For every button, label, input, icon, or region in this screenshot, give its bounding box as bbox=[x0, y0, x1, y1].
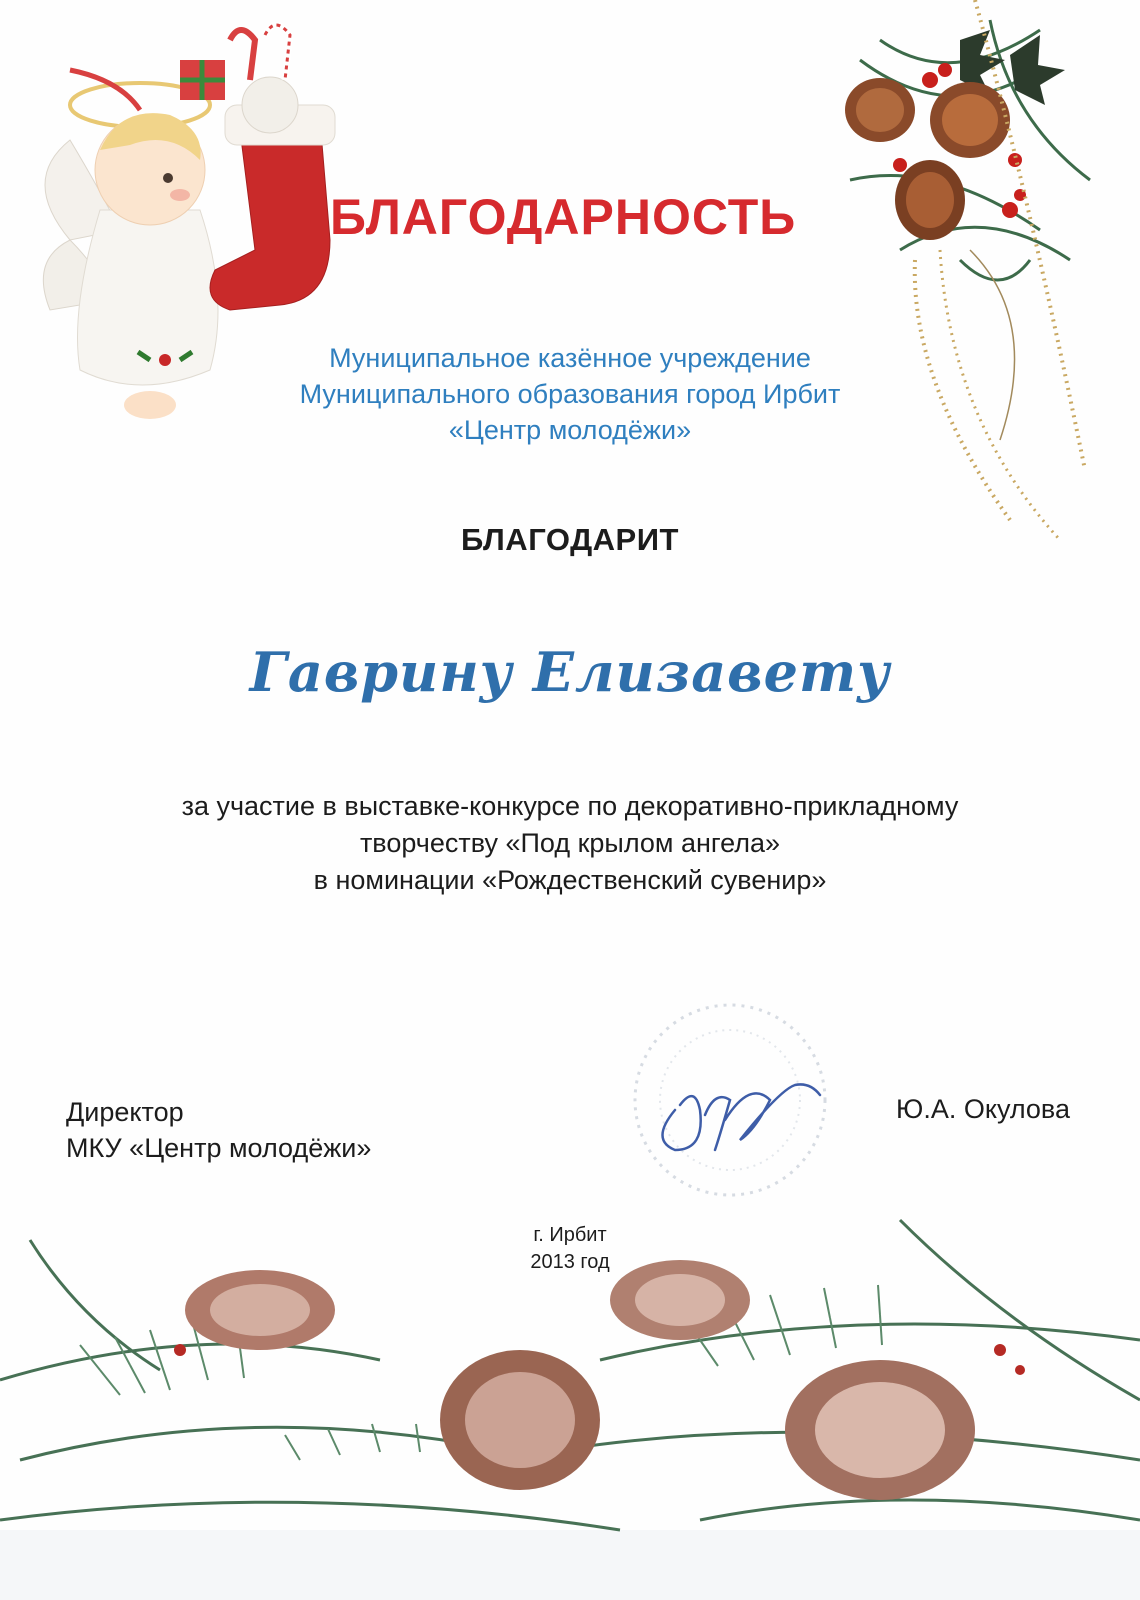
pinecone-garland-illustration bbox=[840, 0, 1140, 540]
thanks-heading: БЛАГОДАРИТ bbox=[461, 522, 679, 557]
certificate-title: БЛАГОДАРНОСТЬ bbox=[330, 189, 797, 245]
signatory-position-line-1: Директор bbox=[66, 1097, 184, 1127]
signatory-position-line-2: МКУ «Центр молодёжи» bbox=[66, 1133, 372, 1163]
organization-line-1: Муниципальное казённое учреждение bbox=[329, 343, 811, 373]
signatory-position bbox=[66, 1094, 486, 1166]
reason-line-2: творчеству «Под крылом ангела» bbox=[359, 828, 781, 858]
organization-line-3: «Центр молодёжи» bbox=[448, 415, 692, 445]
year: 2013 год bbox=[530, 1251, 610, 1273]
organization-name bbox=[200, 340, 940, 448]
place-and-year bbox=[420, 1222, 720, 1276]
organization-line-2: Муниципального образования город Ирбит bbox=[299, 379, 841, 409]
reason-line-1: за участие в выставке-конкурсе по декоративно-прикладному bbox=[181, 791, 959, 821]
award-reason bbox=[60, 788, 1080, 899]
stamp-with-signature bbox=[620, 990, 840, 1210]
signatory-name: Ю.А. Окулова bbox=[896, 1094, 1070, 1124]
reason-line-3: в номинации «Рождественский сувенир» bbox=[313, 865, 827, 895]
recipient-name: Гаврину Елизавету bbox=[249, 640, 891, 704]
place: г. Ирбит bbox=[533, 1224, 607, 1246]
